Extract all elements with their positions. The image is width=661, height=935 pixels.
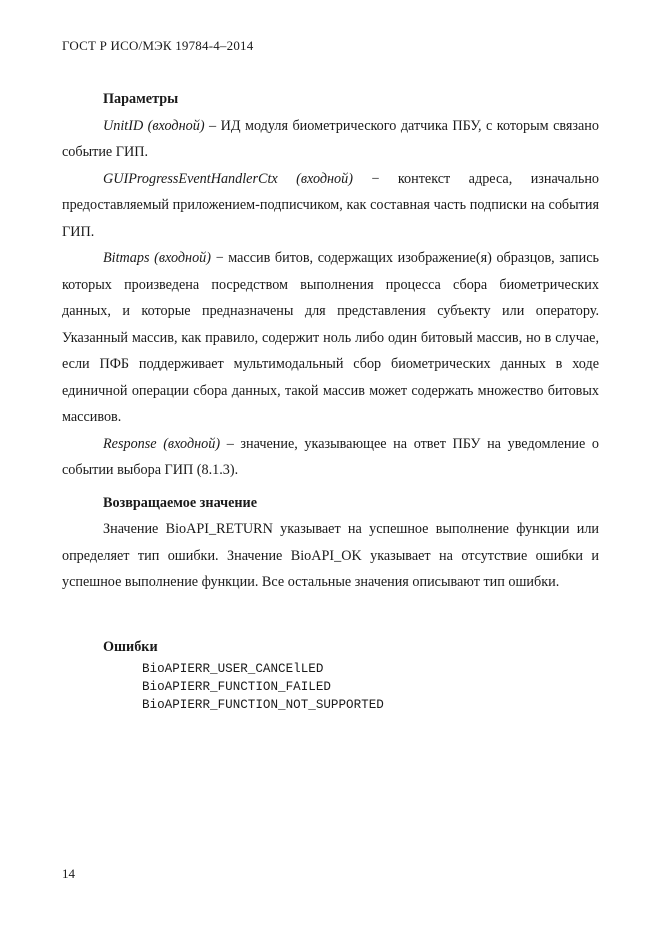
param-bitmaps: Bitmaps (входной) − массив битов, содержащих изображение(я) образцов, запись которых произведена посредством выполнения процесса сбора биометрических данных, и которые предназначены для представления субъекту или оператору. Указанный массив, как правило, содержит ноль либо один битовый массив, но в случае, если ПФБ поддерживает мультимодальный сбор биометрических данных в ходе единичной операции сбора данных, такой массив может содержать множество битовых массивов.: [62, 250, 599, 425]
param-name: Bitmaps (входной): [103, 250, 211, 266]
param-description: контекст адреса, изначально предоставляемый приложением-подписчиком, как составная часть подписки на события ГИП.: [62, 170, 599, 240]
param-name: Response (входной): [103, 435, 221, 452]
errors-heading: Ошибки: [103, 638, 158, 655]
error-code: BioAPIERR_FUNCTION_NOT_SUPPORTED: [142, 698, 384, 712]
return-value-text: Значение BioAPI_RETURN указывает на успешное выполнение функции или определяет тип ошибки. Значение BioAPI_OK указывает на отсутствие ошибки и успешное выполнение функции. Все остальные значения описывают тип ошибки.: [62, 521, 599, 590]
parameters-heading: Параметры: [103, 91, 179, 107]
param-name: GUIProgressEventHandlerCtx (входной): [103, 170, 353, 187]
param-unitid: UnitID (входной) – ИД модуля биометрического датчика ПБУ, с которым связано событие ГИП.: [62, 117, 599, 160]
param-response: Response (входной) – значение, указывающее на ответ ПБУ на уведомление о событии выбора ГИП (8.1.3).: [62, 435, 600, 478]
param-guiprogresseventhandlerctx: GUIProgressEventHandlerCtx (входной) − контекст адреса, изначально предоставляемый приложением-подписчиком, как составная часть подписки на события ГИП.: [62, 170, 599, 240]
param-description: ИД модуля биометрического датчика ПБУ, с которым связано событие ГИП.: [62, 117, 599, 160]
document-header: ГОСТ Р ИСО/МЭК 19784-4–2014: [62, 38, 254, 53]
errors-list: [62, 660, 599, 714]
page-content: [62, 86, 599, 714]
error-code: BioAPIERR_USER_CANCElLED: [142, 662, 324, 676]
param-description: значение, указывающее на ответ ПБУ на уведомление о событии выбора ГИП (8.1.3).: [62, 435, 600, 478]
return-value-heading: Возвращаемое значение: [103, 494, 258, 511]
page-number: 14: [62, 866, 75, 881]
param-name: UnitID (входной): [103, 117, 205, 134]
param-description: массив битов, содержащих изображение(я) образцов, запись которых произведена посредством выполнения процесса сбора биометрических данных, и которые предназначены для представления субъекту или оператору. Указанный массив, как правило, содержит ноль либо один битовый массив, но в случае, если ПФБ поддерживает мультимодальный сбор биометрических данных в ходе единичной операции сбора данных, такой массив может содержать множество битовых массивов.: [62, 250, 599, 425]
error-code: BioAPIERR_FUNCTION_FAILED: [142, 680, 331, 694]
